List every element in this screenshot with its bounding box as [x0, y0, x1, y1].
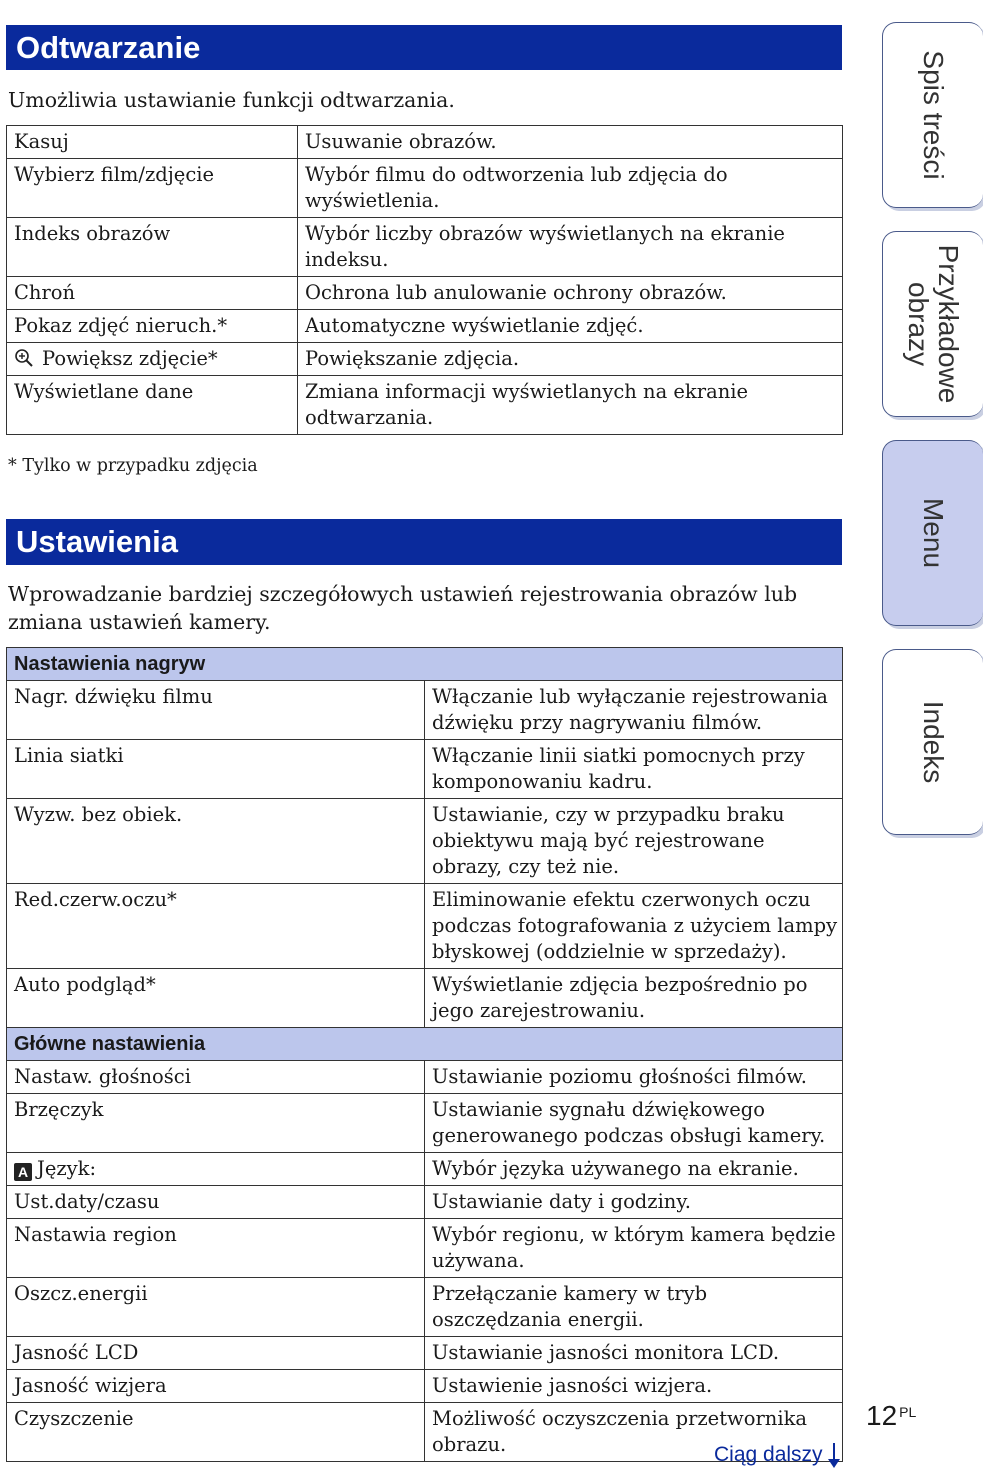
function-name: Jasność wizjera — [7, 1370, 425, 1403]
function-name: Nagr. dźwięku filmu — [7, 681, 425, 740]
function-name: Linia siatki — [7, 740, 425, 799]
function-name: Pokaz zdjęć nieruch.* — [7, 310, 298, 343]
function-desc: Eliminowanie efektu czerwonych oczu podczas fotografowania z użyciem lampy błyskowej (oddzielnie w sprzedaży). — [425, 884, 843, 969]
playback-table — [6, 125, 843, 435]
function-name: Kasuj — [7, 126, 298, 159]
function-desc: Ustawianie sygnału dźwiękowego generowanego podczas obsługi kamery. — [425, 1094, 843, 1153]
footnote: * Tylko w przypadku zdjęcia — [8, 456, 258, 476]
table-row[interactable] — [7, 1094, 843, 1153]
function-name: Czyszczenie — [7, 1403, 425, 1462]
function-name: Auto podgląd* — [7, 969, 425, 1028]
table-row[interactable] — [7, 1061, 843, 1094]
function-name: Brzęczyk — [7, 1094, 425, 1153]
zoom-in-icon — [14, 348, 34, 368]
page-number: 12 $^{PL}$ — [866, 1400, 917, 1431]
function-name: Ust.daty/czasu — [7, 1186, 425, 1219]
table-row[interactable] — [7, 376, 843, 435]
table-row[interactable] — [7, 1186, 843, 1219]
function-desc: Powiększanie zdjęcia. — [298, 343, 843, 376]
settings-intro: Wprowadzanie bardziej szczegółowych ustawień rejestrowania obrazów lub zmiana ustawień kamery. — [8, 582, 798, 634]
language-icon: A — [14, 1163, 32, 1181]
function-name-cell — [7, 343, 298, 376]
function-name: Red.czerw.oczu* — [7, 884, 425, 969]
tab-table-of-contents[interactable] — [882, 22, 983, 208]
group-title: Główne nastawienia — [7, 1028, 843, 1061]
function-desc: Wybór filmu do odtworzenia lub zdjęcia do wyświetlenia. — [298, 159, 843, 218]
tab-label: Indeks — [918, 700, 949, 784]
table-row[interactable] — [7, 1370, 843, 1403]
table-row[interactable] — [7, 740, 843, 799]
function-desc: Możliwość oczyszczenia przetwornika obrazu. — [425, 1403, 843, 1462]
function-desc: Wybór liczby obrazów wyświetlanych na ekranie indeksu. — [298, 218, 843, 277]
function-desc: Włączanie linii siatki pomocnych przy komponowaniu kadru. — [425, 740, 843, 799]
function-desc: Ustawianie poziomu głośności filmów. — [425, 1061, 843, 1094]
function-name: Oszcz.energii — [7, 1278, 425, 1337]
function-desc: Wybór regionu, w którym kamera będzie używana. — [425, 1219, 843, 1278]
tab-index[interactable] — [882, 649, 983, 835]
function-desc: Ustawianie daty i godziny. — [425, 1186, 843, 1219]
function-name: Chroń — [7, 277, 298, 310]
table-row[interactable] — [7, 218, 843, 277]
function-desc: Wyświetlanie zdjęcia bezpośrednio po jego zarejestrowaniu. — [425, 969, 843, 1028]
table-row[interactable] — [7, 681, 843, 740]
tab-label: Przykładowe obrazy — [903, 244, 964, 404]
function-desc: Automatyczne wyświetlanie zdjęć. — [298, 310, 843, 343]
tab-label: Menu — [918, 497, 949, 569]
table-row[interactable] — [7, 1278, 843, 1337]
function-name: Nastaw. głośności — [7, 1061, 425, 1094]
function-desc: Usuwanie obrazów. — [298, 126, 843, 159]
function-name: Język: — [37, 1157, 97, 1180]
function-desc: Włączanie lub wyłączanie rejestrowania dźwięku przy nagrywaniu filmów. — [425, 681, 843, 740]
continued-label: Ciąg dalszy — [714, 1443, 823, 1466]
function-name-cell — [7, 1153, 425, 1186]
table-row[interactable] — [7, 343, 843, 376]
function-desc: Wybór języka używanego na ekranie. — [425, 1153, 843, 1186]
continued-link[interactable] — [714, 1441, 841, 1469]
settings-table — [6, 647, 843, 1462]
playback-intro: Umożliwia ustawianie funkcji odtwarzania. — [8, 88, 455, 112]
group-header — [7, 1028, 843, 1061]
table-row[interactable] — [7, 126, 843, 159]
function-desc: Ochrona lub anulowanie ochrony obrazów. — [298, 277, 843, 310]
function-name: Indeks obrazów — [7, 218, 298, 277]
function-name: Wybierz film/zdjęcie — [7, 159, 298, 218]
page-suffix: PL — [899, 1404, 917, 1420]
tab-label: Spis treści — [918, 50, 949, 180]
function-desc: Ustawianie, czy w przypadku braku obiektywu mają być rejestrowane obrazy, czy też nie. — [425, 799, 843, 884]
table-row[interactable] — [7, 1153, 843, 1186]
group-title: Nastawienia nagryw — [7, 648, 843, 681]
table-row[interactable] — [7, 159, 843, 218]
section-title-settings: Ustawienia — [6, 519, 842, 565]
function-desc: Ustawianie jasności monitora LCD. — [425, 1337, 843, 1370]
function-name: Jasność LCD — [7, 1337, 425, 1370]
arrow-down-icon — [827, 1441, 841, 1469]
tab-menu[interactable] — [882, 440, 983, 626]
group-header — [7, 648, 843, 681]
tab-sample-images[interactable] — [882, 231, 983, 417]
table-row[interactable] — [7, 1219, 843, 1278]
function-desc: Zmiana informacji wyświetlanych na ekranie odtwarzania. — [298, 376, 843, 435]
table-row[interactable] — [7, 310, 843, 343]
function-desc: Przełączanie kamery w tryb oszczędzania energii. — [425, 1278, 843, 1337]
table-row[interactable] — [7, 1337, 843, 1370]
function-desc: Ustawienie jasności wizjera. — [425, 1370, 843, 1403]
table-row[interactable] — [7, 969, 843, 1028]
function-name: Nastawia region — [7, 1219, 425, 1278]
section-title-playback: Odtwarzanie — [6, 25, 842, 70]
table-row[interactable] — [7, 884, 843, 969]
table-row[interactable] — [7, 277, 843, 310]
function-name: Wyświetlane dane — [7, 376, 298, 435]
table-row[interactable] — [7, 799, 843, 884]
function-name: Wyzw. bez obiek. — [7, 799, 425, 884]
function-name: Powiększ zdjęcie* — [42, 347, 218, 370]
